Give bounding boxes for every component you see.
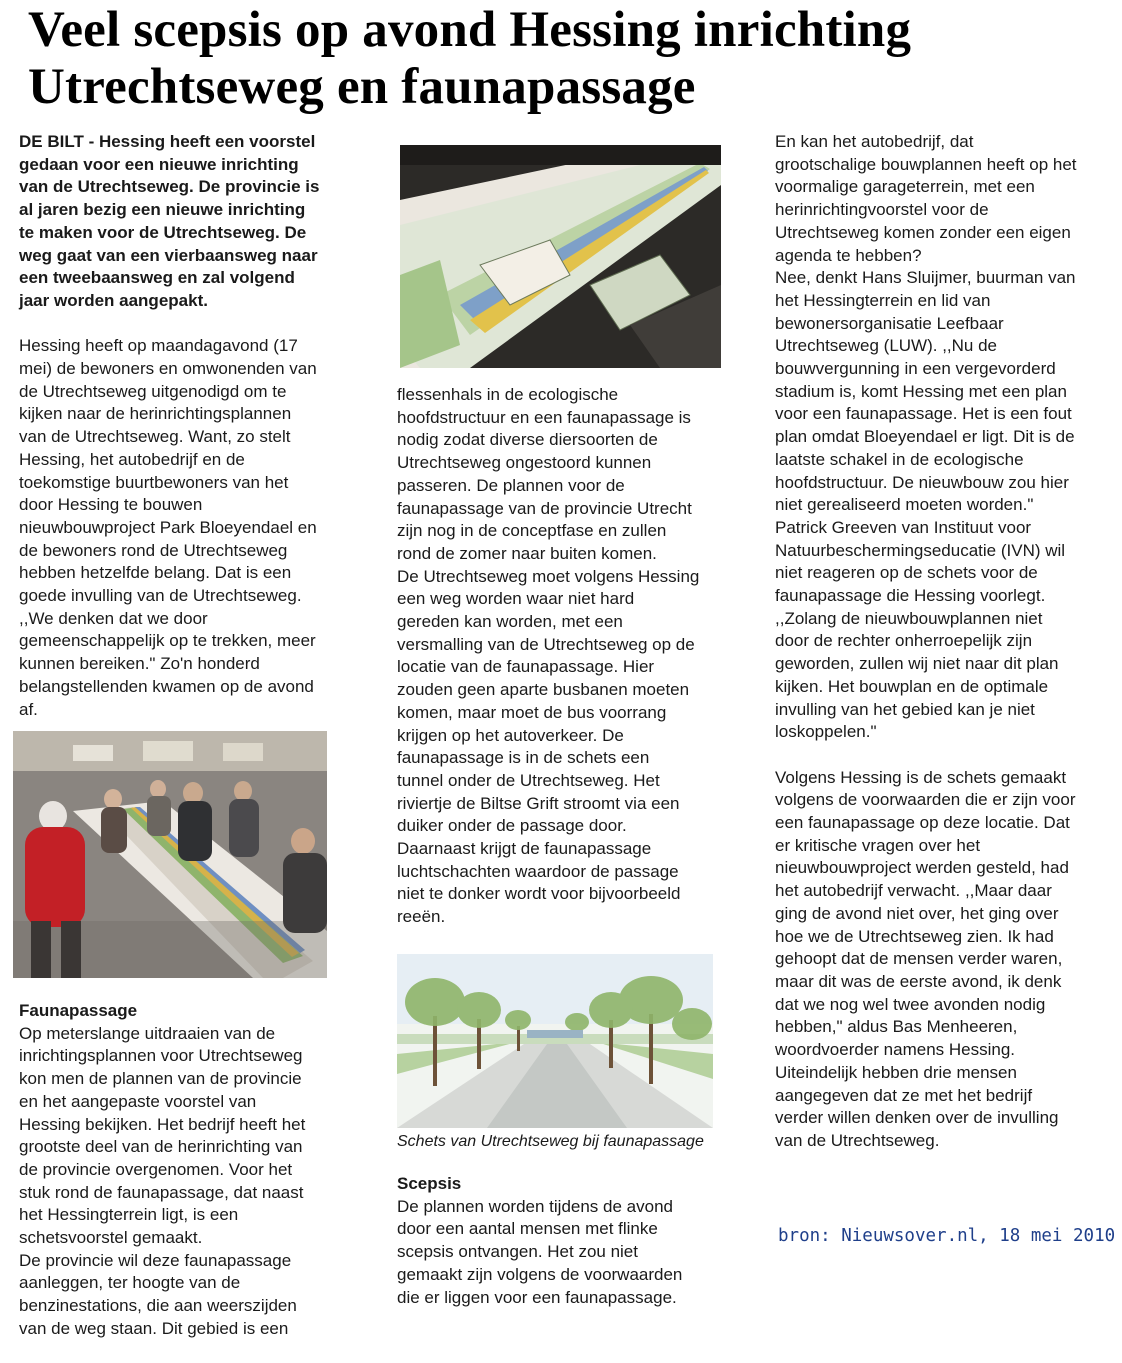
text-line: flessenhals in de ecologische	[397, 385, 619, 404]
text-line: Nee, denkt Hans Sluijmer, buurman van	[775, 268, 1076, 288]
text-line: Volgens Hessing is de schets gemaakt	[775, 767, 1067, 787]
text-line: zouden geen aparte busbanen moeten	[397, 680, 690, 700]
text-line: duiker onder de passage door.	[397, 816, 627, 836]
text-line: riviertje de Biltse Grift stroomt via een	[397, 793, 680, 813]
text-line: een weg worden waar niet hard	[397, 589, 635, 609]
text-line: gemeenschappelijk op te trekken, meer	[19, 631, 316, 651]
text-line: voormalige garageterrein, met een	[775, 177, 1035, 197]
text-line: grootste deel van de herinrichting van	[19, 1137, 303, 1157]
text-line: Hessing bekijken. Het bedrijf heeft het	[19, 1114, 306, 1134]
text-line: af.	[19, 699, 38, 719]
text-line: het Hessingterrein ligt, is een	[19, 1205, 239, 1225]
headline	[28, 2, 1108, 116]
text-line: reeën.	[397, 907, 446, 927]
text-line: hebben hetzelfde belang. Dat is een	[19, 563, 292, 583]
text-line: jaar worden aangepakt.	[19, 290, 208, 310]
text-line: niet reageren op de schets voor de	[775, 563, 1038, 583]
text-line: voor een faunapassage. Het is een fout	[775, 404, 1072, 424]
text-line: van de weg staan. Dit gebied is een	[19, 1318, 289, 1338]
text-line: die er liggen voor een faunapassage.	[397, 1287, 677, 1307]
column-1-body	[19, 335, 341, 721]
text-line: locatie van de faunapassage. Hier	[397, 657, 655, 677]
text-line: tunnel onder de Utrechtseweg. Het	[397, 770, 660, 790]
text-line: invulling van het gebied kan je niet	[775, 699, 1035, 719]
text-line: scepsis ontvangen. Het zou niet	[397, 1242, 638, 1262]
text-line: een tweebaansweg en zal volgend	[19, 268, 295, 288]
text-line: benzinestations, die aan weerszijden	[19, 1296, 297, 1316]
text-line: de provincie overgenomen. Voor het	[19, 1159, 293, 1179]
column-1-body-2	[19, 1023, 341, 1341]
text-line: DE BILT - Hessing heeft een voorstel	[19, 132, 316, 151]
text-line: geworden, zullen wij niet naar dit plan	[775, 654, 1059, 674]
text-line: volgens de voorwaarden die er zijn voor	[775, 790, 1076, 810]
text-line: weg gaat van een vierbaansweg naar	[19, 245, 318, 265]
text-line: De plannen worden tijdens de avond	[397, 1196, 673, 1216]
text-line: gedaan voor een nieuwe inrichting	[19, 154, 299, 174]
text-line: Hessing, het autobedrijf en de	[19, 449, 245, 469]
text-line: plan omdat Bloeyendael er ligt. Dit is de	[775, 427, 1075, 447]
text-line: hoofdstructuur en een faunapassage is	[397, 407, 691, 427]
text-line: stuk rond de faunapassage, dat naast	[19, 1182, 304, 1202]
text-line: belangstellenden kwamen op de avond	[19, 676, 314, 696]
text-line: nodig zodat diverse diersoorten de	[397, 430, 658, 450]
text-line: faunapassage van de provincie Utrecht	[397, 498, 692, 518]
text-line: stadium is, komt Hessing met een plan	[775, 381, 1067, 401]
text-line: het autobedrijf verwacht. ,,Maar daar	[775, 881, 1052, 901]
column-3-body	[775, 131, 1105, 744]
text-line: door een aantal mensen met flinke	[397, 1219, 658, 1239]
text-line: Utrechtseweg (LUW). ,,Nu de	[775, 336, 998, 356]
column-1	[19, 131, 341, 721]
text-line: En kan het autobedrijf, dat	[775, 132, 974, 151]
text-line: krijgen op het autoverkeer. De	[397, 725, 624, 745]
text-line: loskoppelen."	[775, 722, 877, 742]
text-line: herinrichtingvoorstel voor de	[775, 200, 989, 220]
text-line: Uiteindelijk hebben drie mensen	[775, 1062, 1017, 1082]
text-line: schetsvoorstel gemaakt.	[19, 1228, 203, 1248]
text-line: ,,Zolang de nieuwbouwplannen niet	[775, 608, 1043, 628]
text-line: Hessing heeft op maandagavond (17	[19, 336, 298, 356]
text-line: woordvoerder namens Hessing.	[775, 1040, 1016, 1060]
text-line: gehoopt dat de mensen verder waren,	[775, 949, 1063, 969]
subhead-scepsis: Scepsis	[397, 1174, 462, 1193]
column-3-body-2	[775, 767, 1105, 1153]
text-line: goede invulling van de Utrechtseweg.	[19, 586, 302, 606]
column-2	[397, 384, 727, 929]
text-line: niet te donker wordt voor bijvoorbeeld	[397, 884, 681, 904]
text-line: aangegeven dat ze met het bedrijf	[775, 1085, 1033, 1105]
column-2-body	[397, 384, 727, 929]
text-line: van de Utrechtseweg.	[775, 1130, 940, 1150]
text-line: een faunapassage op deze locatie. Dat	[775, 813, 1070, 833]
source-credit: bron: Nieuwsover.nl, 18 mei 2010	[778, 1226, 1116, 1246]
text-line: door de rechter onherroepelijk zijn	[775, 631, 1033, 651]
text-line: inrichtingsplannen voor Utrechtseweg	[19, 1046, 303, 1066]
text-line: bewonersorganisatie Leefbaar	[775, 313, 1004, 333]
lead-paragraph	[19, 131, 341, 313]
column-2-lower	[397, 1173, 727, 1309]
text-line: de bewoners rond de Utrechtseweg	[19, 540, 288, 560]
text-line: faunapassage die Hessing voorlegt.	[775, 586, 1046, 606]
text-line: kon men de plannen van de provincie	[19, 1069, 302, 1089]
subhead-faunapassage: Faunapassage	[19, 1001, 138, 1020]
text-line: versmalling van de Utrechtseweg op de	[397, 634, 695, 654]
text-line: hoofdstructuur. De nieuwbouw zou hier	[775, 472, 1069, 492]
text-line: Patrick Greeven van Instituut voor	[775, 517, 1032, 537]
text-line: mei) de bewoners en omwonenden van	[19, 359, 317, 379]
text-line: door Hessing te bouwen	[19, 495, 203, 515]
text-line: ging de avond niet over, het ging over	[775, 903, 1059, 923]
text-line: De Utrechtseweg moet volgens Hessing	[397, 566, 700, 586]
text-line: er kritische vragen over het	[775, 835, 981, 855]
text-line: Utrechtseweg ongestoord kunnen	[397, 453, 652, 473]
headline-line-1: Veel scepsis op avond Hessing inrichting	[28, 2, 912, 58]
text-line: kunnen bereiken." Zo'n honderd	[19, 654, 260, 674]
text-line: gemaakt zijn volgens de voorwaarden	[397, 1264, 683, 1284]
text-line: nieuwbouwproject werden gesteld, had	[775, 858, 1069, 878]
text-line: kijken. Het bouwplan en de optimale	[775, 676, 1049, 696]
text-line: verder willen denken over de invulling	[775, 1108, 1059, 1128]
text-line: luchtschachten waardoor de passage	[397, 861, 679, 881]
text-line: niet gerealiseerd moeten worden."	[775, 495, 1034, 515]
text-line: hebben," aldus Bas Menheeren,	[775, 1017, 1018, 1037]
column-1-lower	[19, 1000, 341, 1341]
text-line: hoe we de Utrechtseweg zien. Ik had	[775, 926, 1054, 946]
column-2-body-2	[397, 1196, 727, 1310]
text-line: dat we nog wel twee avonden nodig	[775, 994, 1046, 1014]
text-line: te maken voor de Utrechtseweg. De	[19, 222, 307, 242]
text-line: al jaren bezig een nieuwe inrichting	[19, 200, 306, 220]
text-line: Natuurbeschermingseducatie (IVN) wil	[775, 540, 1066, 560]
text-line: Op meterslange uitdraaien van de	[19, 1023, 276, 1043]
text-line: aanleggen, ter hoogte van de	[19, 1273, 241, 1293]
headline-line-2: Utrechtseweg en faunapassage	[28, 59, 696, 115]
text-line: zijn nog in de conceptfase en zullen	[397, 521, 667, 541]
text-line: laatste schakel in de ecologische	[775, 449, 1024, 469]
sketch-caption: Schets van Utrechtseweg bij faunapassage	[397, 1133, 704, 1150]
text-line: bouwvergunning in een vergevorderd	[775, 359, 1056, 379]
text-line: passeren. De plannen voor de	[397, 475, 625, 495]
text-line: Utrechtseweg komen zonder een eigen	[775, 222, 1071, 242]
photo-plan-printout	[400, 145, 721, 368]
text-line: rond de zomer naar buiten komen.	[397, 543, 657, 563]
text-line: komen, maar moet de bus voorrang	[397, 702, 667, 722]
text-line: grootschalige bouwplannen heeft op het	[775, 154, 1077, 174]
text-line: kijken naar de herinrichtingsplannen	[19, 404, 292, 424]
text-line: het Hessingterrein en lid van	[775, 290, 991, 310]
text-line: gereden kan worden, met een	[397, 612, 623, 632]
text-line: agenda te hebben?	[775, 245, 922, 265]
column-3	[775, 131, 1105, 1153]
text-line: van de Utrechtseweg. De provincie is	[19, 177, 320, 197]
text-line: ,,We denken dat we door	[19, 608, 208, 628]
text-line: nieuwbouwproject Park Bloeyendael en	[19, 517, 317, 537]
text-line: van de Utrechtseweg. Want, zo stelt	[19, 427, 291, 447]
text-line: Daarnaast krijgt de faunapassage	[397, 839, 652, 859]
sketch-faunapassage	[397, 954, 713, 1128]
text-line: de Utrechtseweg uitgenodigd om te	[19, 381, 287, 401]
text-line: toekomstige buurtbewoners van het	[19, 472, 289, 492]
text-line: faunapassage is in de schets een	[397, 748, 650, 768]
text-line: en het aangepaste voorstel van	[19, 1091, 257, 1111]
text-line: De provincie wil deze faunapassage	[19, 1250, 292, 1270]
photo-meeting	[13, 731, 327, 978]
text-line: maar dit was de eerste avond, ik denk	[775, 972, 1062, 991]
